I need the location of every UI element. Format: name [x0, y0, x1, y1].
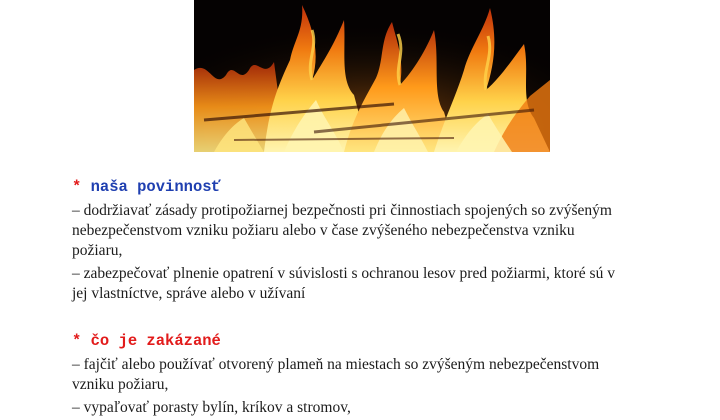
text-line: požiaru,: [72, 242, 123, 259]
section-heading-prohibited: [72, 331, 221, 351]
text-line: nebezpečenstvom vzniku požiaru alebo v čase zvýšeného nebezpečenstva vzniku: [72, 222, 575, 239]
text-line: – dodržiavať zásady protipožiarnej bezpečnosti pri činnostiach spojených so zvýšeným: [72, 202, 612, 219]
section-title: čo je zakázané: [90, 332, 221, 350]
prohibited-item-2: [72, 398, 684, 418]
fire-photo: [194, 0, 550, 152]
section-heading-obligation: [72, 177, 221, 197]
prohibited-item-1: [72, 355, 684, 395]
bullet-asterisk: *: [72, 178, 82, 196]
fire-illustration: [194, 0, 550, 152]
text-line: – fajčiť alebo používať otvorený plameň na miestach so zvýšeným nebezpečenstvom: [72, 356, 600, 373]
obligation-item-2: [72, 264, 684, 304]
obligation-item-1: [72, 201, 684, 261]
text-line: – zabezpečovať plnenie opatrení v súvislosti s ochranou lesov pred požiarmi, ktoré sú v: [72, 265, 615, 282]
section-title: naša povinnosť: [90, 178, 221, 196]
bullet-asterisk: *: [72, 332, 82, 350]
text-line: – vypaľovať porasty bylín, kríkov a stromov,: [72, 399, 351, 416]
text-line: vzniku požiaru,: [72, 376, 169, 393]
text-line: jej vlastníctve, správe alebo v užívaní: [72, 285, 306, 302]
